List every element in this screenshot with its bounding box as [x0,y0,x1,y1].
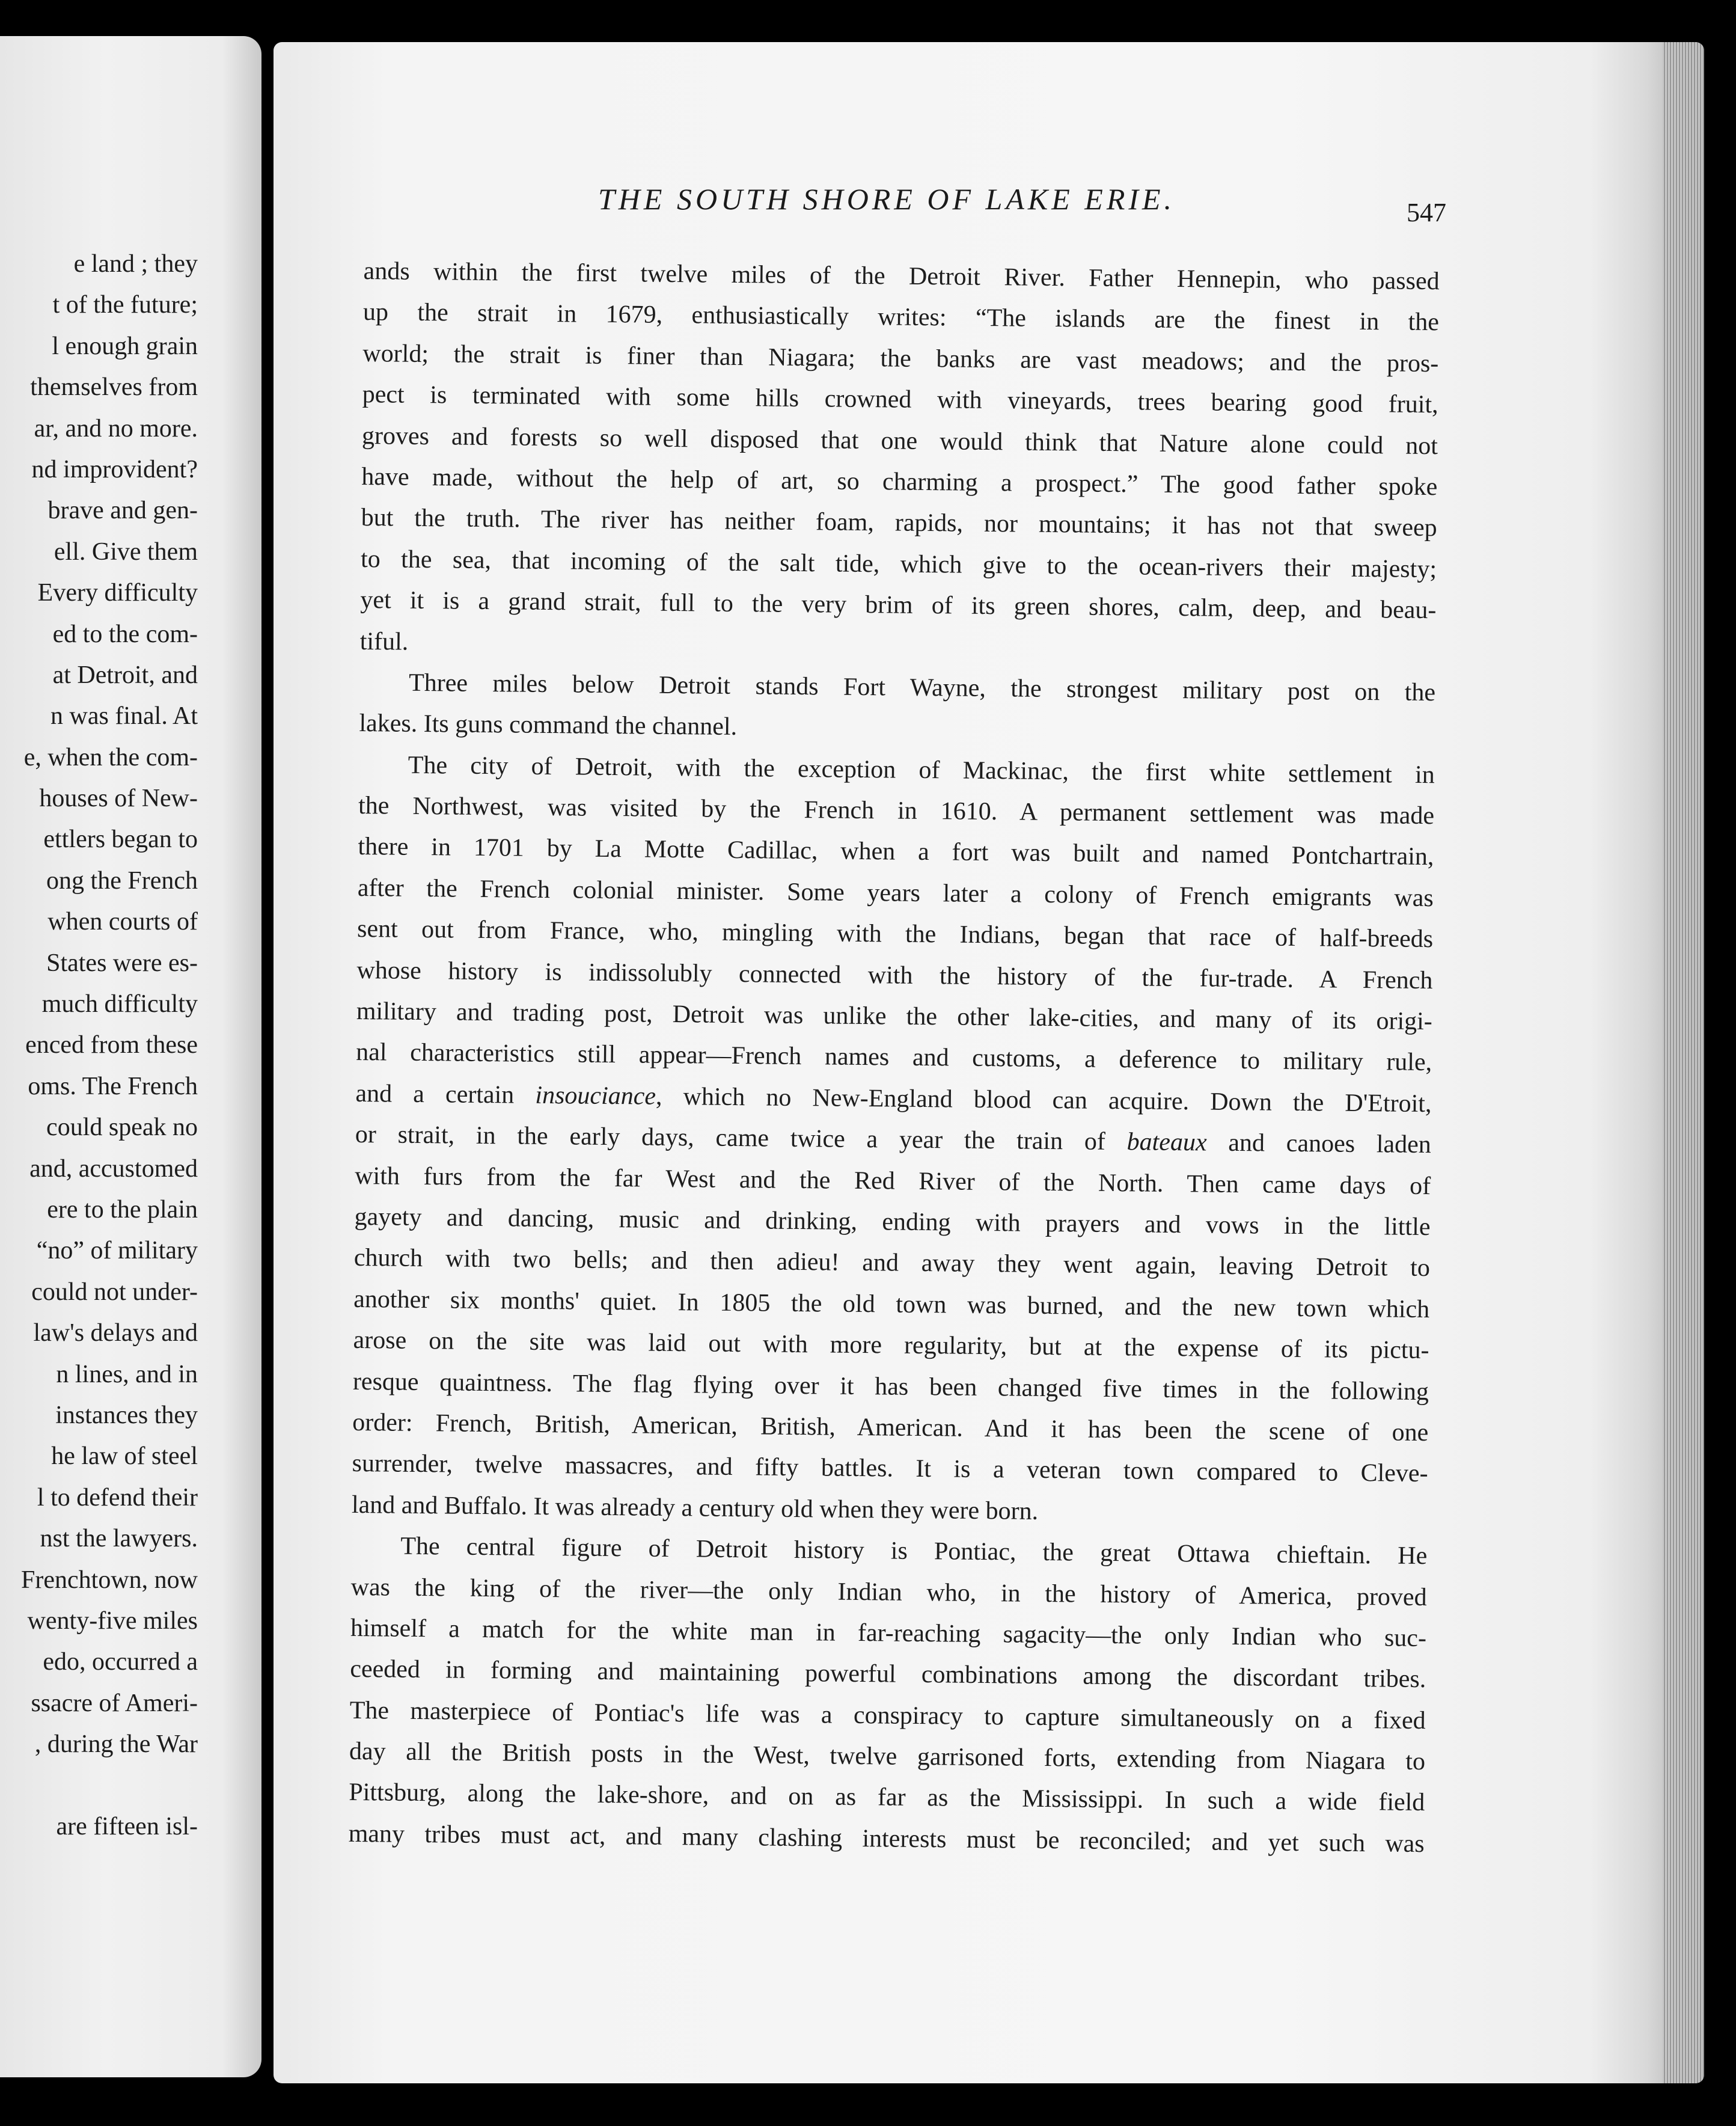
text-line-content: arose on the site was laid out with more regularity, but at the expense of its pictu- [353,1326,1429,1365]
text-line-content: church with two bells; and then adieu! and away they went again, leaving Detroit to [353,1244,1431,1282]
text-line-content: another six months' quiet. In 1805 the old town was burned, and the new town which [353,1285,1430,1323]
left-text-line: ssacre of Ameri- [31,1689,198,1717]
text-line-content: after the French colonial minister. Some years later a colony of French emigrants was [357,874,1434,912]
text-line-content: order: French, British, American, British, American. And it has been the scene of one [352,1408,1429,1447]
text-line-content: or strait, in the early days, came twice a year the train of [355,1121,1127,1156]
left-text-line: wenty-five miles [27,1607,198,1635]
text-line-content: to the sea, that incoming of the salt tide, which give to the ocean-rivers their majesty; [360,545,1437,583]
left-text-line: n was final. At [50,702,198,731]
text-line-content: groves and forests so well disposed that one would think that Nature alone could not [361,421,1438,460]
text-line-content: and a certain [355,1079,536,1109]
left-text-line: law's delays and [33,1319,198,1347]
left-text-line: Frenchtown, now [21,1566,198,1594]
left-text-line: could not under- [31,1278,198,1306]
text-line-content: resque quaintness. The flag flying over it has been changed five times in the following [352,1367,1429,1406]
running-head: THE SOUTH SHORE OF LAKE ERIE. [598,182,1176,216]
text-line-content: day all the British posts in the West, twelve garrisoned forts, extending from Niagara to [349,1737,1426,1776]
text-line-content: world; the strait is finer than Niagara; the banks are vast meadows; and the pros- [362,339,1439,378]
left-text-line: much difficulty [41,990,198,1019]
left-text-line: houses of New- [39,785,198,813]
left-text-line: “no” of military [36,1237,198,1265]
left-text-line: Every difficulty [37,579,198,607]
text-line-content: and canoes laden [1206,1129,1432,1159]
text-line-content: lakes. Its guns command the channel. [359,709,738,741]
left-text-line: n lines, and in [56,1360,198,1388]
text-line-content: The central figure of Detroit history is Pontiac, the great Ottawa chieftain. He [400,1532,1428,1570]
left-text-line: nst the lawyers. [40,1525,198,1553]
text-line-content: , which no New-England blood can acquire. Down the D'Etroit, [655,1082,1432,1118]
page-edges [1662,42,1704,2083]
left-text-line: ere to the plain [47,1195,198,1224]
left-page-text [0,244,198,1847]
text-line-content: pect is terminated with some hills crowned with vineyards, trees bearing good fruit, [362,381,1438,419]
left-text-line: edo, occurred a [43,1648,198,1676]
text-line-content: The masterpiece of Pontiac's life was a conspiracy to capture simultaneously on a fixed [349,1696,1426,1735]
text-line-content: himself a match for the white man in far-reaching sagacity—the only Indian who suc- [350,1614,1427,1652]
text-line-content: nal characteristics still appear—French names and customs, a deference to military rule, [355,1038,1432,1077]
left-text-line: nd improvident? [31,455,198,483]
text-line-content: Pittsburg, along the lake-shore, and on as far as the Mississippi. In such a wide field [349,1778,1425,1817]
left-page [0,36,261,2077]
left-text-line: l to defend their [37,1483,198,1512]
left-text-line: brave and gen- [47,497,198,525]
left-text-line: are fifteen isl- [56,1812,198,1840]
text-line-content: up the strait in 1679, enthusiastically writes: “The islands are the finest in the [362,298,1440,337]
left-text-line: oms. The French [28,1072,198,1100]
left-text-line: l enough grain [52,332,198,360]
left-text-line: at Detroit, and [52,661,198,689]
left-text-line: e, when the com- [23,743,198,771]
left-text-line: themselves from [30,373,198,402]
left-text-line: ong the French [46,866,198,895]
text-line-content: was the king of the river—the only Indian who, in the history of America, proved [350,1573,1427,1611]
italic-term: bateaux [1126,1128,1207,1157]
page-number: 547 [1407,198,1446,227]
left-text-line: ar, and no more. [34,414,198,443]
text-line-content: ceeded in forming and maintaining powerful combinations among the discordant tribes. [350,1655,1426,1694]
left-text-line: ettlers began to [43,826,198,854]
left-text-line: ell. Give them [53,538,198,566]
left-text-line: e land ; they [73,250,198,278]
left-text-line: when courts of [47,908,198,936]
text-line-content: many tribes must act, and many clashing interests must be reconciled; and yet such was [348,1819,1425,1858]
left-text-line: States were es- [46,949,198,977]
text-line-content: tiful. [359,627,409,656]
italic-term: insouciance [535,1081,656,1110]
text-line-content: the Northwest, was visited by the French in 1610. A permanent settlement was made [358,792,1435,830]
right-page [274,42,1704,2083]
text-line-content: military and trading post, Detroit was unlike the other lake-cities, and many of its origi- [356,997,1432,1036]
text-line-content: there in 1701 by La Motte Cadillac, when a fort was built and named Pontchartrain, [358,833,1434,871]
left-text-line: he law of steel [51,1442,198,1471]
left-text-line: , during the War [34,1730,198,1759]
left-text-line: enced from these [25,1031,198,1059]
text-line-content: with furs from the far West and the Red River of the North. Then came days of [355,1162,1431,1200]
body-text [348,251,1440,1864]
text-line-content: whose history is indissolubly connected with the history of the fur-trade. A French [356,956,1433,994]
text-line-content: have made, without the help of art, so charming a prospect.” The good father spoke [361,462,1438,501]
book-gutter [261,0,274,2126]
text-line-content: yet it is a grand strait, full to the very brim of its green shores, calm, deep, and beau- [360,586,1437,625]
text-line-content: surrender, twelve massacres, and fifty battles. It is a veteran town compared to Cleve- [352,1450,1428,1488]
left-text-line: t of the future; [52,291,198,319]
text-line-content: ands within the first twelve miles of the Detroit River. Father Hennepin, who passed [363,257,1440,296]
text-line-content: land and Buffalo. It was already a century old when they were born. [351,1490,1039,1525]
text-line-content: The city of Detroit, with the exception of Mackinac, the first white settlement in [408,751,1435,789]
text-line-content: Three miles below Detroit stands Fort Wayne, the strongest military post on the [408,669,1436,707]
text-line-content: gayety and dancing, music and drinking, ending with prayers and vows in the little [354,1202,1431,1242]
left-text-line: ed to the com- [52,620,198,648]
left-text-line: could speak no [46,1114,198,1142]
left-text-line: instances they [55,1401,198,1429]
text-line-content: sent out from France, who, mingling with the Indians, began that race of half-breeds [356,915,1434,954]
text-line-content: but the truth. The river has neither foam, rapids, nor mountains; it has not that sweep [361,504,1437,542]
left-text-line: and, accustomed [29,1154,198,1183]
